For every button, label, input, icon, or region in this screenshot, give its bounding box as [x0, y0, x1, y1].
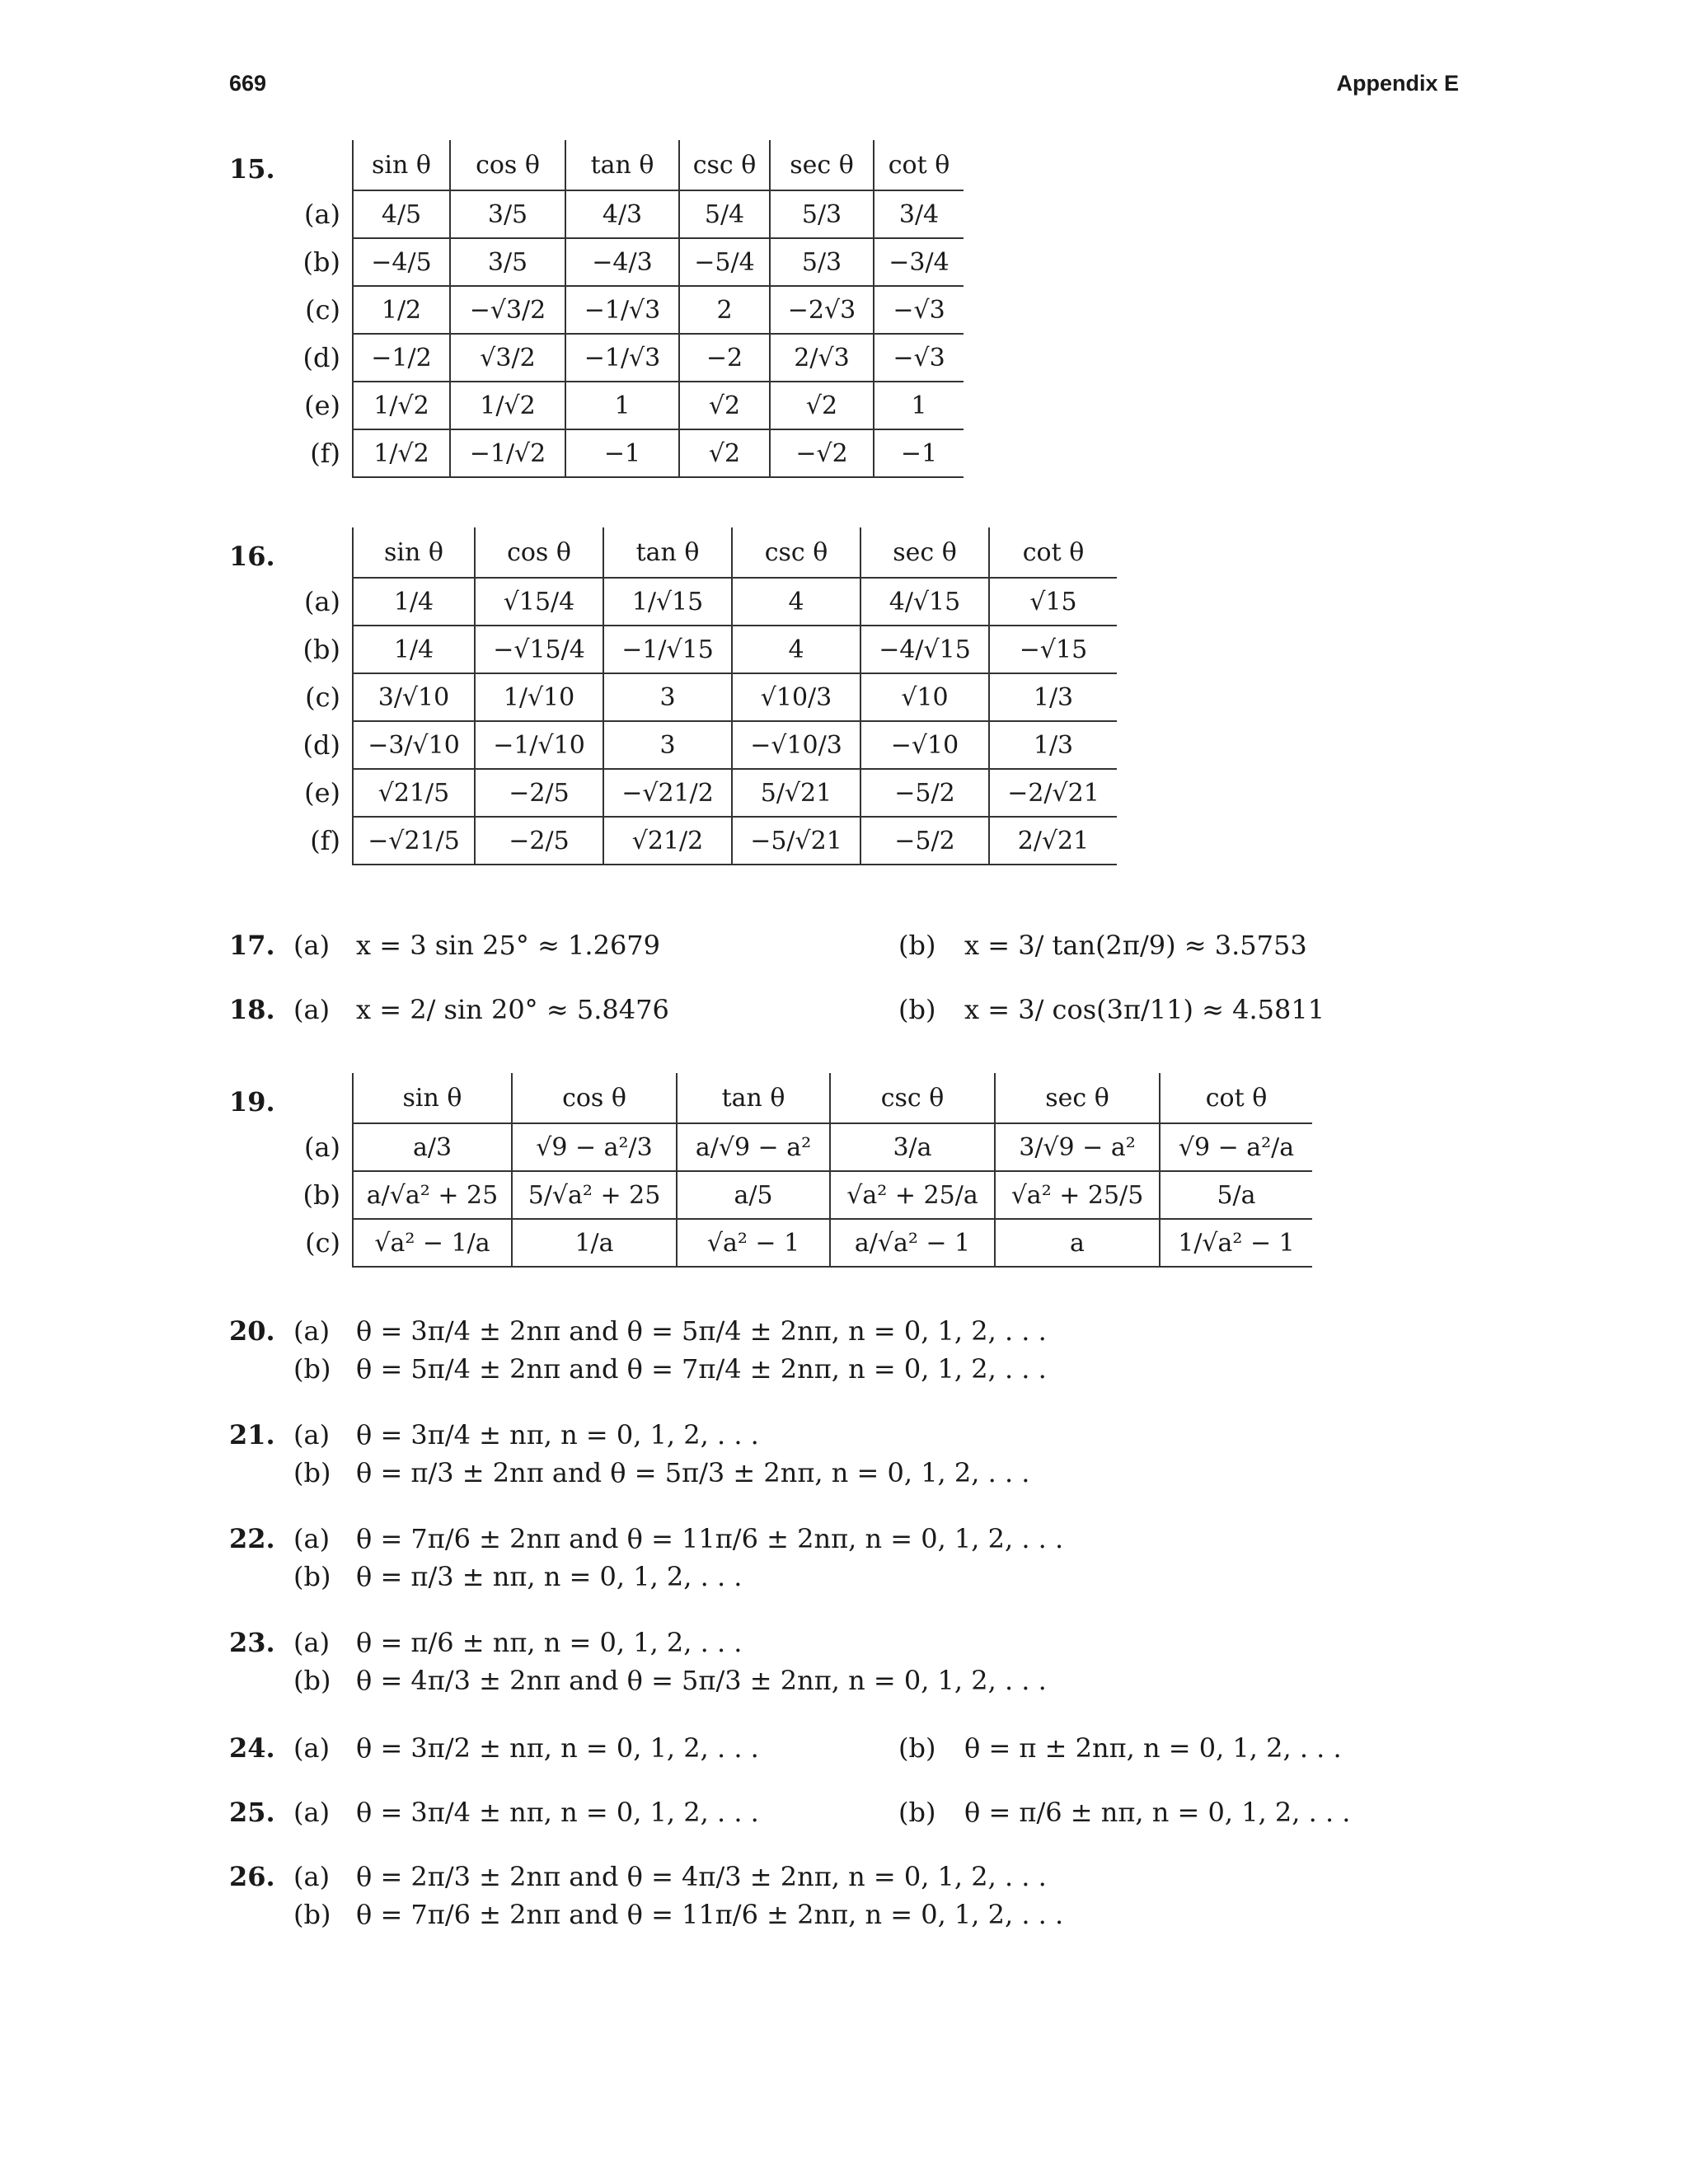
header-sec: sec θ	[995, 1073, 1160, 1123]
table-cell: 5/3	[770, 238, 874, 286]
problem-22-b: θ = π/3 ± nπ, n = 0, 1, 2, . . .	[356, 1561, 743, 1592]
row-label: (c)	[305, 294, 340, 326]
table-cell: a/3	[353, 1123, 512, 1171]
table-cell: −5/4	[679, 238, 770, 286]
table-cell: 1/3	[989, 673, 1117, 721]
problem-26-number: 26.	[229, 1861, 275, 1892]
table-row	[293, 1171, 1312, 1219]
problem-16-number: 16.	[229, 541, 275, 572]
table-row	[293, 429, 964, 477]
table-cell: 3/4	[874, 190, 964, 238]
table-cell: −4/3	[565, 238, 679, 286]
row-label: (a)	[303, 199, 340, 230]
table-cell: a/√9 − a²	[677, 1123, 830, 1171]
problem-21-a-label: (a)	[293, 1419, 331, 1451]
table-cell: −√3	[874, 286, 964, 334]
table-cell: a/√a² − 1	[830, 1219, 995, 1267]
table-row	[293, 190, 964, 238]
problem-25-b: θ = π/6 ± nπ, n = 0, 1, 2, . . .	[964, 1797, 1351, 1828]
table-header-row	[293, 527, 1117, 578]
table-row	[293, 721, 1117, 769]
row-label: (d)	[302, 729, 340, 761]
table-cell: √a² − 1	[677, 1219, 830, 1267]
header-cos: cos θ	[512, 1073, 677, 1123]
table-row	[293, 238, 964, 286]
problem-23-b-label: (b)	[293, 1665, 331, 1696]
table-cell: 3	[603, 673, 732, 721]
problem-19-number: 19.	[229, 1086, 275, 1118]
table-row	[293, 1219, 1312, 1267]
table-cell: −5/√21	[732, 817, 860, 865]
table-row	[293, 382, 964, 429]
problem-25-b-label: (b)	[898, 1797, 936, 1828]
problem-16-table	[293, 527, 1117, 865]
table-cell: −2	[679, 334, 770, 382]
row-label: (d)	[302, 342, 340, 373]
table-cell: −3/√10	[353, 721, 475, 769]
table-cell: a/√a² + 25	[353, 1171, 512, 1219]
table-cell: 1/√15	[603, 578, 732, 626]
header-sin: sin θ	[353, 140, 450, 190]
problem-17-a: x = 3 sin 25° ≈ 1.2679	[356, 930, 661, 961]
table-cell: 1/2	[353, 286, 450, 334]
table-cell: −2/5	[475, 817, 603, 865]
table-cell: √9 − a²/a	[1160, 1123, 1312, 1171]
table-cell: 1/√2	[353, 382, 450, 429]
section-title: Appendix E	[1336, 71, 1459, 96]
table-row	[293, 578, 1117, 626]
problem-24-a: θ = 3π/2 ± nπ, n = 0, 1, 2, . . .	[356, 1732, 759, 1764]
table-cell: 1/3	[989, 721, 1117, 769]
problem-20-b-label: (b)	[293, 1353, 331, 1385]
problem-24-number: 24.	[229, 1732, 275, 1764]
header-csc: csc θ	[732, 527, 860, 578]
problem-24-b: θ = π ± 2nπ, n = 0, 1, 2, . . .	[964, 1732, 1342, 1764]
problem-15-table	[293, 140, 964, 478]
table-row	[293, 817, 1117, 865]
problem-26-a-label: (a)	[293, 1861, 331, 1892]
table-cell: −1/√10	[475, 721, 603, 769]
table-cell: −√21/5	[353, 817, 475, 865]
problem-24-a-label: (a)	[293, 1732, 331, 1764]
row-label: (f)	[310, 825, 340, 856]
header-cot: cot θ	[874, 140, 964, 190]
table-cell: 1/√a² − 1	[1160, 1219, 1312, 1267]
problem-20-b: θ = 5π/4 ± 2nπ and θ = 7π/4 ± 2nπ, n = 0, 1, 2, . . .	[356, 1353, 1047, 1385]
table-cell: 1	[565, 382, 679, 429]
problem-21-a: θ = 3π/4 ± nπ, n = 0, 1, 2, . . .	[356, 1419, 759, 1451]
problem-15-number: 15.	[229, 153, 275, 185]
table-cell: √a² − 1/a	[353, 1219, 512, 1267]
table-cell: −√10	[860, 721, 989, 769]
table-cell: −1/2	[353, 334, 450, 382]
table-cell: √2	[770, 382, 874, 429]
problem-23-a: θ = π/6 ± nπ, n = 0, 1, 2, . . .	[356, 1627, 743, 1658]
table-cell: 4/5	[353, 190, 450, 238]
table-cell: −1	[565, 429, 679, 477]
table-cell: −1	[874, 429, 964, 477]
header-cos: cos θ	[450, 140, 565, 190]
problem-20-a-label: (a)	[293, 1315, 331, 1347]
header-cot: cot θ	[1160, 1073, 1312, 1123]
table-cell: −2/5	[475, 769, 603, 817]
header-csc: csc θ	[679, 140, 770, 190]
problem-22-b-label: (b)	[293, 1561, 331, 1592]
table-cell: −√3	[874, 334, 964, 382]
row-label: (b)	[302, 246, 340, 278]
problem-21-number: 21.	[229, 1419, 275, 1451]
problem-25-a-label: (a)	[293, 1797, 331, 1828]
table-cell: 5/√a² + 25	[512, 1171, 677, 1219]
table-cell: 4/√15	[860, 578, 989, 626]
row-label: (e)	[304, 777, 340, 808]
table-cell: −5/2	[860, 817, 989, 865]
problem-26-a: θ = 2π/3 ± 2nπ and θ = 4π/3 ± 2nπ, n = 0, 1, 2, . . .	[356, 1861, 1047, 1892]
problem-26-b: θ = 7π/6 ± 2nπ and θ = 11π/6 ± 2nπ, n = 0, 1, 2, . . .	[356, 1899, 1064, 1930]
table-row	[293, 1123, 1312, 1171]
problem-18-b-label: (b)	[898, 994, 936, 1025]
row-label: (c)	[305, 1227, 340, 1258]
table-cell: √15	[989, 578, 1117, 626]
row-label: (b)	[302, 634, 340, 665]
problem-17-b: x = 3/ tan(2π/9) ≈ 3.5753	[964, 930, 1307, 961]
row-label: (b)	[302, 1179, 340, 1211]
table-cell: −√2	[770, 429, 874, 477]
table-cell: 3/5	[450, 190, 565, 238]
table-header-row	[293, 1073, 1312, 1123]
table-cell: 3/5	[450, 238, 565, 286]
row-label: (f)	[310, 438, 340, 469]
table-cell: 5/3	[770, 190, 874, 238]
table-cell: −√15/4	[475, 626, 603, 673]
table-cell: 3	[603, 721, 732, 769]
header-csc: csc θ	[830, 1073, 995, 1123]
problem-20-number: 20.	[229, 1315, 275, 1347]
problem-17-b-label: (b)	[898, 930, 936, 961]
problem-17-number: 17.	[229, 930, 275, 961]
row-label: (a)	[303, 586, 340, 617]
table-cell: 3/a	[830, 1123, 995, 1171]
table-cell: −1/√15	[603, 626, 732, 673]
table-cell: √2	[679, 382, 770, 429]
table-cell: 5/4	[679, 190, 770, 238]
table-cell: −√15	[989, 626, 1117, 673]
table-cell: 2/√21	[989, 817, 1117, 865]
table-header-row	[293, 140, 964, 190]
table-cell: √9 − a²/3	[512, 1123, 677, 1171]
table-cell: −1/√3	[565, 334, 679, 382]
row-label: (a)	[303, 1132, 340, 1163]
table-cell: √10/3	[732, 673, 860, 721]
problem-18-a-label: (a)	[293, 994, 331, 1025]
table-cell: −3/4	[874, 238, 964, 286]
header-sin: sin θ	[353, 527, 475, 578]
table-cell: 1/4	[353, 626, 475, 673]
table-cell: 5/√21	[732, 769, 860, 817]
table-cell: 5/a	[1160, 1171, 1312, 1219]
table-cell: √15/4	[475, 578, 603, 626]
table-row	[293, 626, 1117, 673]
table-row	[293, 769, 1117, 817]
table-cell: √21/2	[603, 817, 732, 865]
table-cell: a	[995, 1219, 1160, 1267]
table-cell: −4/√15	[860, 626, 989, 673]
table-cell: √a² + 25/5	[995, 1171, 1160, 1219]
table-cell: 4	[732, 578, 860, 626]
table-cell: 1/4	[353, 578, 475, 626]
problem-17-a-label: (a)	[293, 930, 331, 961]
header-sec: sec θ	[860, 527, 989, 578]
table-row	[293, 286, 964, 334]
row-label: (c)	[305, 682, 340, 713]
problem-26-b-label: (b)	[293, 1899, 331, 1930]
problem-24-b-label: (b)	[898, 1732, 936, 1764]
table-cell: 2	[679, 286, 770, 334]
header-cot: cot θ	[989, 527, 1117, 578]
table-cell: −5/2	[860, 769, 989, 817]
table-cell: −√21/2	[603, 769, 732, 817]
table-row	[293, 334, 964, 382]
table-cell: −√10/3	[732, 721, 860, 769]
table-cell: √21/5	[353, 769, 475, 817]
table-cell: √2	[679, 429, 770, 477]
table-cell: −4/5	[353, 238, 450, 286]
problem-18-number: 18.	[229, 994, 275, 1025]
header-sec: sec θ	[770, 140, 874, 190]
problem-25-a: θ = 3π/4 ± nπ, n = 0, 1, 2, . . .	[356, 1797, 759, 1828]
problem-19-table	[293, 1073, 1312, 1268]
table-cell: a/5	[677, 1171, 830, 1219]
problem-21-b-label: (b)	[293, 1457, 331, 1488]
table-cell: 2/√3	[770, 334, 874, 382]
problem-18-b: x = 3/ cos(3π/11) ≈ 4.5811	[964, 994, 1325, 1025]
problem-23-number: 23.	[229, 1627, 275, 1658]
row-label: (e)	[304, 390, 340, 421]
table-cell: −√3/2	[450, 286, 565, 334]
problem-23-b: θ = 4π/3 ± 2nπ and θ = 5π/3 ± 2nπ, n = 0, 1, 2, . . .	[356, 1665, 1047, 1696]
table-cell: −2/√21	[989, 769, 1117, 817]
table-cell: √a² + 25/a	[830, 1171, 995, 1219]
problem-22-a-label: (a)	[293, 1523, 331, 1554]
table-cell: √10	[860, 673, 989, 721]
header-sin: sin θ	[353, 1073, 512, 1123]
table-cell: 1/√2	[353, 429, 450, 477]
header-cos: cos θ	[475, 527, 603, 578]
table-cell: 1	[874, 382, 964, 429]
table-cell: 3/√9 − a²	[995, 1123, 1160, 1171]
table-cell: −1/√3	[565, 286, 679, 334]
problem-22-number: 22.	[229, 1523, 275, 1554]
table-cell: √3/2	[450, 334, 565, 382]
table-cell: 1/√2	[450, 382, 565, 429]
problem-25-number: 25.	[229, 1797, 275, 1828]
table-cell: 3/√10	[353, 673, 475, 721]
table-cell: 4	[732, 626, 860, 673]
problem-23-a-label: (a)	[293, 1627, 331, 1658]
header-tan: tan θ	[565, 140, 679, 190]
page-number: 669	[229, 71, 267, 96]
problem-21-b: θ = π/3 ± 2nπ and θ = 5π/3 ± 2nπ, n = 0, 1, 2, . . .	[356, 1457, 1030, 1488]
table-cell: −1/√2	[450, 429, 565, 477]
table-cell: 1/√10	[475, 673, 603, 721]
problem-20-a: θ = 3π/4 ± 2nπ and θ = 5π/4 ± 2nπ, n = 0, 1, 2, . . .	[356, 1315, 1047, 1347]
problem-22-a: θ = 7π/6 ± 2nπ and θ = 11π/6 ± 2nπ, n = 0, 1, 2, . . .	[356, 1523, 1064, 1554]
table-cell: −2√3	[770, 286, 874, 334]
header-tan: tan θ	[603, 527, 732, 578]
table-row	[293, 673, 1117, 721]
table-cell: 4/3	[565, 190, 679, 238]
problem-18-a: x = 2/ sin 20° ≈ 5.8476	[356, 994, 669, 1025]
table-cell: 1/a	[512, 1219, 677, 1267]
header-tan: tan θ	[677, 1073, 830, 1123]
